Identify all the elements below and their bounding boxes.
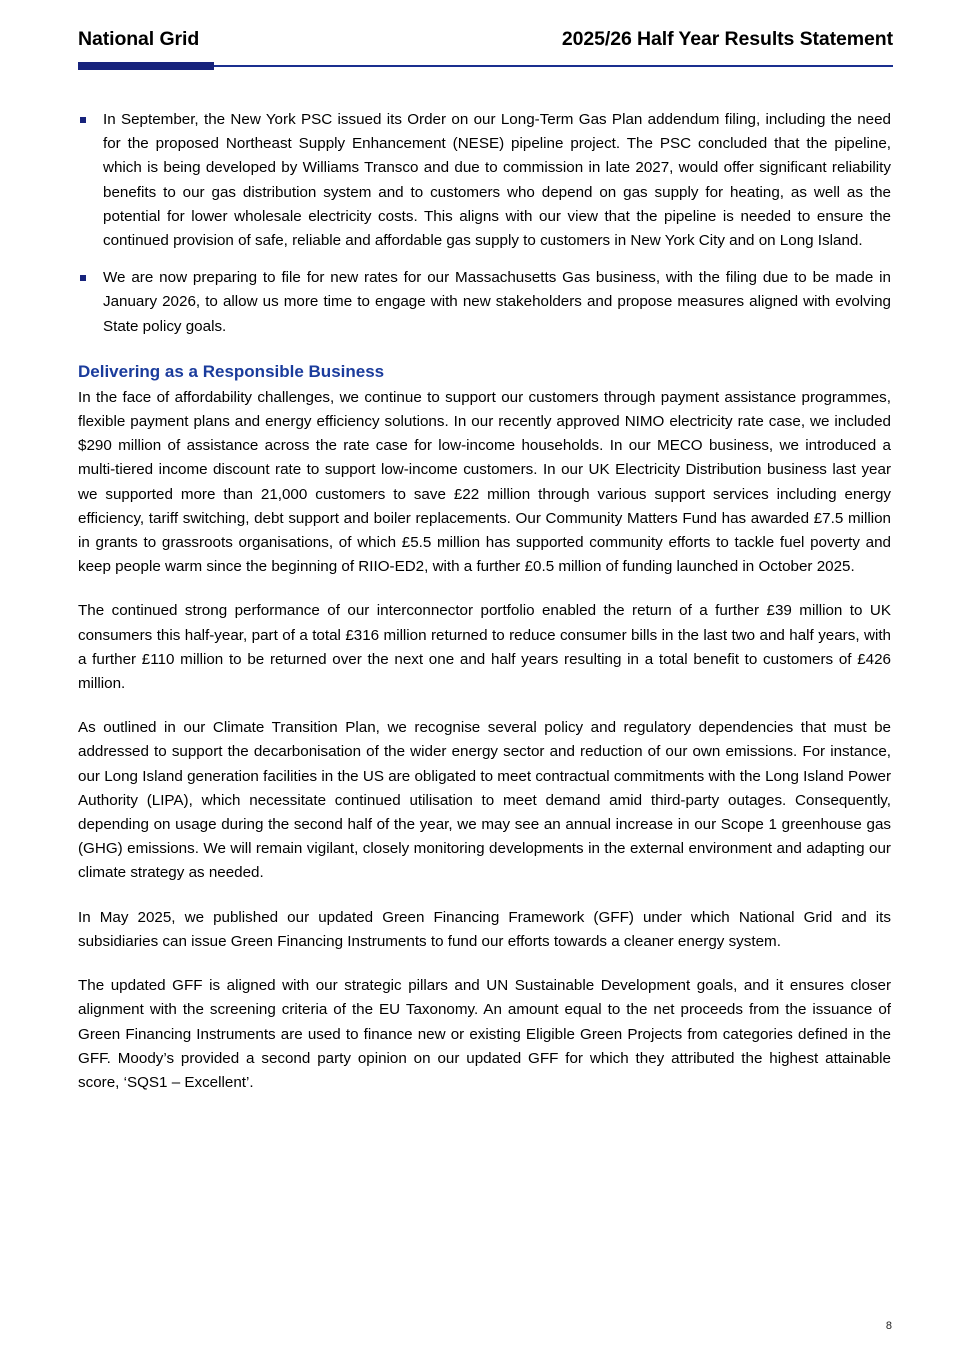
list-item-text: In September, the New York PSC issued its Order on our Long-Term Gas Plan addendum filing, including the need for the proposed Northeast Supply Enhancement (NESE) pipeline project. The PSC concluded that the pipeline, which is being developed by Williams Transco and due to commission in late 2027, would offer significant reliability benefits to our gas distribution system and to customers who depend on gas supply for heating, as well as the potential for lower wholesale electricity costs. This aligns with our view that the pipeline is needed to ensure the continued provision of safe, reliable and affordable gas supply to customers in New York City and on Long Island.	[103, 111, 891, 250]
page-content	[78, 108, 891, 1095]
page-header	[78, 28, 893, 62]
paragraph: The updated GFF is aligned with our strategic pillars and UN Sustainable Development goals, and it ensures closer alignment with the screening criteria of the EU Taxonomy. An amount equal to the net proceeds from the issuance of Green Financing Instruments are used to finance new or existing Eligible Green Projects from categories defined in the GFF. Moody’s provided a second party opinion on our updated GFF for which they attributed the highest attainable score, ‘SQS1 – Excellent’.	[78, 977, 891, 1091]
square-bullet-icon	[80, 275, 86, 281]
list-item	[78, 108, 891, 253]
paragraph: The continued strong performance of our interconnector portfolio enabled the return of a further £39 million to UK consumers this half-year, part of a total £316 million returned to reduce consumer bills in the last two and half years, with a further £110 million to be returned over the next one and half years resulting in a total benefit to customers of £426 million.	[78, 602, 891, 693]
section-heading-block	[78, 360, 891, 384]
brand-name: National Grid	[78, 28, 200, 50]
bullet-list-block	[78, 108, 891, 339]
paragraph: In May 2025, we published our updated Green Financing Framework (GFF) under which National Grid and its subsidiaries can issue Green Financing Instruments to fund our efforts towards a cleaner energy system.	[78, 908, 891, 950]
document-title: 2025/26 Half Year Results Statement	[561, 28, 893, 50]
section-heading: Delivering as a Responsible Business	[78, 361, 385, 381]
page-number: 8	[885, 1320, 892, 1332]
header-divider-accent-bar	[78, 62, 214, 70]
list-item-text: We are now preparing to file for new rates for our Massachusetts Gas business, with the filing due to be made in January 2026, to allow us more time to engage with new stakeholders and propose measures aligned with evolving State policy goals.	[103, 269, 891, 335]
bullet-list	[78, 108, 891, 339]
paragraph: In the face of affordability challenges, we continue to support our customers through payment assistance programmes, flexible payment plans and energy efficiency solutions. In our recently approved NIMO electricity rate case, we included $290 million of assistance across the rate case for low-income households. In our MECO business, we introduced a multi-tiered income discount rate to support low-income customers. In our UK Electricity Distribution business last year we supported more than 21,000 customers to save £22 million through various support services including energy efficiency, tariff switching, debt support and boiler replacements. Our Community Matters Fund has awarded £7.5 million in grants to grassroots organisations, of which £5.5 million has supported community efforts to tackle fuel poverty and keep people warm since the beginning of RIIO-ED2, with a further £0.5 million of funding launched in October 2025.	[78, 388, 891, 576]
section-body	[78, 386, 891, 1095]
header-divider	[78, 62, 893, 70]
square-bullet-icon	[80, 117, 86, 123]
paragraph: As outlined in our Climate Transition Plan, we recognise several policy and regulatory dependencies that must be addressed to support the decarbonisation of the wider energy sector and reduction of our own emissions. For instance, our Long Island generation facilities in the US are obligated to meet contractual commitments with the Long Island Power Authority (LIPA), which necessitate continued utilisation to meet demand amid third-party outages. Consequently, depending on usage during the second half of the year, we may see an annual increase in our Scope 1 greenhouse gas (GHG) emissions. We will remain vigilant, closely monitoring developments in the external environment and adapting our climate strategy as needed.	[78, 719, 891, 882]
list-item	[78, 266, 891, 339]
